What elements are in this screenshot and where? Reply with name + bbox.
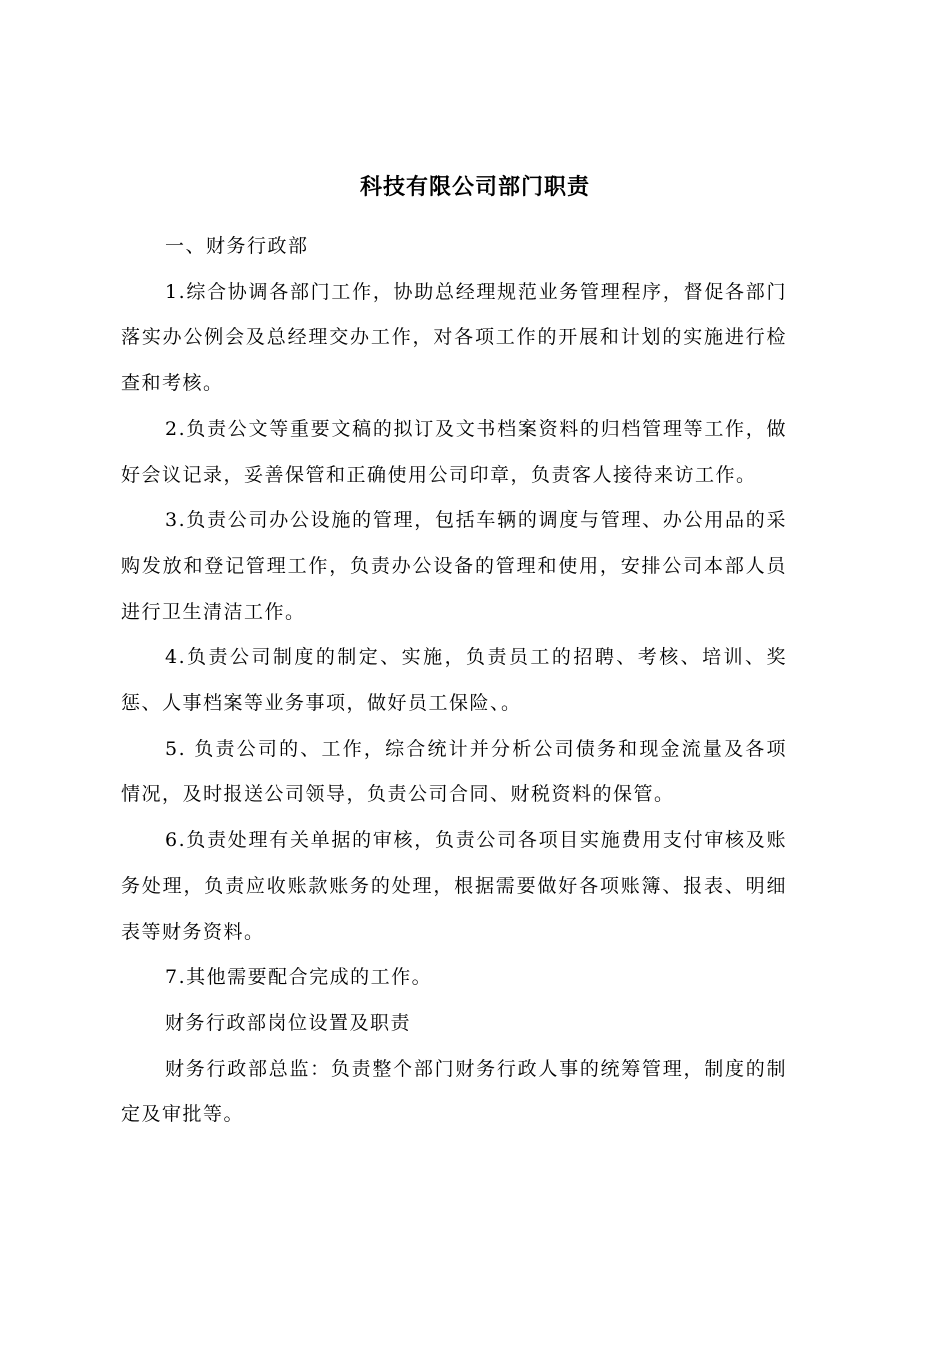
duty-item-2: 2.负责公文等重要文稿的拟订及文书档案资料的归档管理等工作，做好会议记录，妥善保管和正确使用公司印章，负责客人接待来访工作。 [121, 417, 787, 486]
director-duty: 财务行政部总监：负责整个部门财务行政人事的统筹管理，制度的制定及审批等。 [121, 1057, 787, 1126]
section-heading: 一、财务行政部 [165, 235, 309, 257]
duty-item-4: 4.负责公司制度的制定、实施，负责员工的招聘、考核、培训、奖惩、人事档案等业务事项，做好员工保险、。 [121, 646, 787, 715]
document-title: 科技有限公司部门职责 [359, 175, 590, 200]
positions-heading: 财务行政部岗位设置及职责 [165, 1011, 412, 1034]
duty-item-3: 3.负责公司办公设施的管理，包括车辆的调度与管理、办公用品的采购发放和登记管理工作，负责办公设备的管理和使用，安排公司本部人员进行卫生清洁工作。 [121, 509, 787, 623]
duty-item-5: 5. 负责公司的、工作，综合统计并分析公司债务和现金流量及各项情况，及时报送公司领导，负责公司合同、财税资料的保管。 [121, 737, 787, 806]
document-body [121, 224, 787, 1138]
duty-item-1: 1.综合协调各部门工作，协助总经理规范业务管理程序，督促各部门落实办公例会及总经理交办工作，对各项工作的开展和计划的实施进行检查和考核。 [121, 280, 787, 395]
duty-item-6: 6.负责处理有关单据的审核，负责公司各项目实施费用支付审核及账务处理，负责应收账款账务的处理，根据需要做好各项账簿、报表、明细表等财务资料。 [121, 829, 787, 943]
duty-item-7: 7.其他需要配合完成的工作。 [165, 966, 433, 989]
